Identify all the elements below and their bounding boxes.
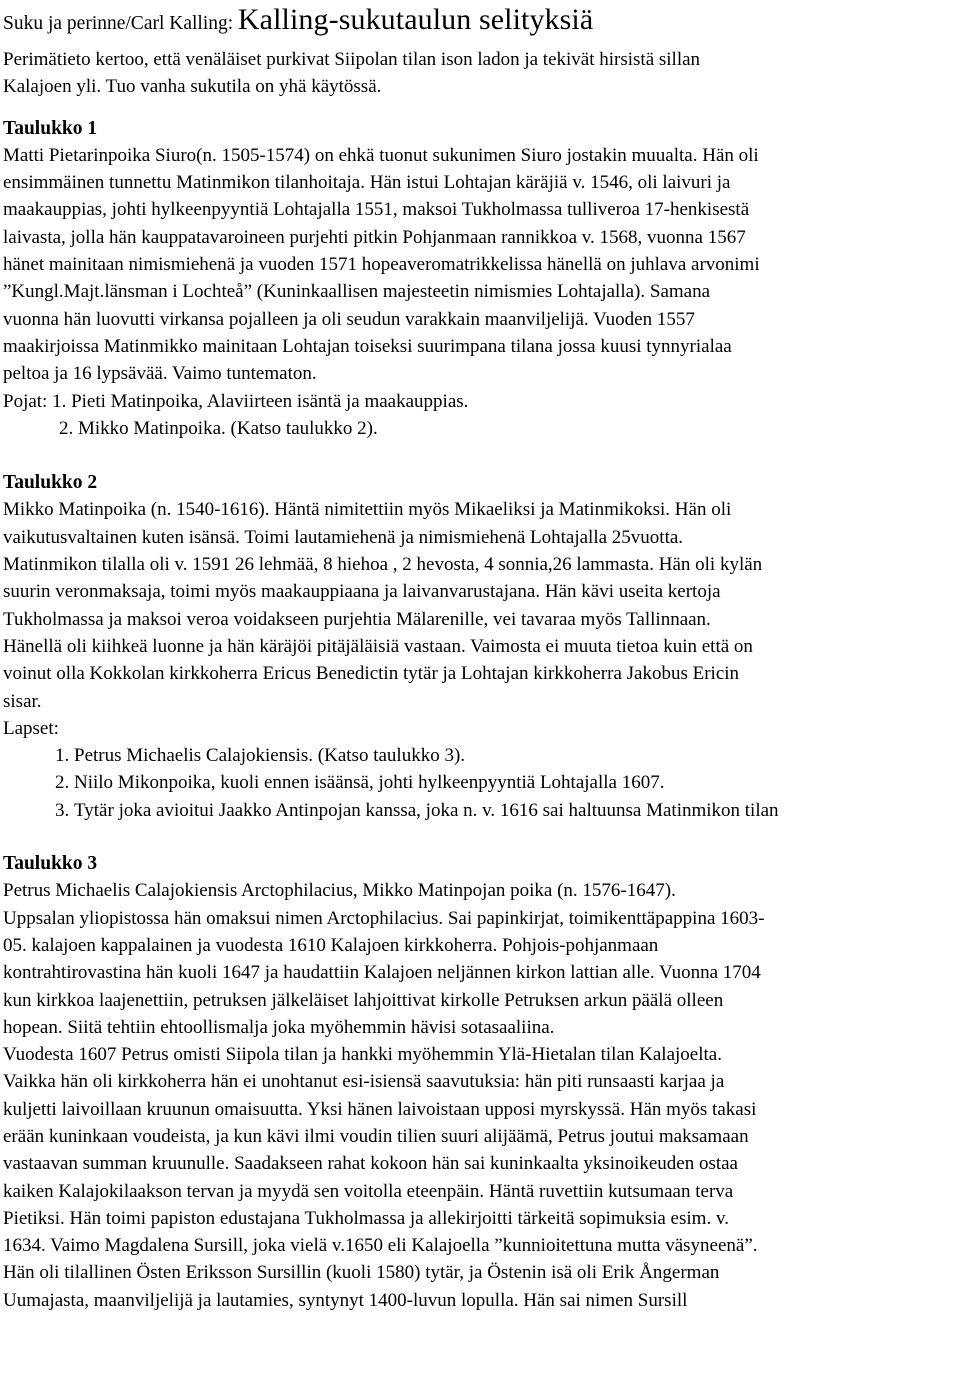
taulukko-1-line: maakirjoissa Matinmikko mainitaan Lohtajan toiseksi suurimpana tilana jossa kuusi tynnyrialaa [3, 335, 732, 357]
taulukko-1-line: vuonna hän luovutti virkansa pojalleen ja oli seudun varakkain maanviljelijä. Vuoden 1557 [3, 308, 695, 330]
children-list [3, 742, 958, 824]
taulukko-3-line: Vaikka hän oli kirkkoherra hän ei unohtanut esi-isiensä saavutuksia: hän piti runsaasti karjaa ja [3, 1071, 725, 1093]
intro-line: Kalajoen yli. Tuo vanha sukutila on yhä käytössä. [3, 76, 382, 98]
page-title [3, 2, 958, 46]
taulukko-2-line: Tukholmassa ja maksoi veroa voidakseen purjehtia Mälarenille, vei tavaraa myös Tallinnaan. [3, 608, 711, 630]
pojat-line-2: 2. Mikko Matinpoika. (Katso taulukko 2). [59, 417, 378, 439]
taulukko-2-line: Hänellä oli kiihkeä luonne ja hän käräjöi pitäjäläisiä vastaan. Vaimosta ei muuta tietoa kuin että on [3, 635, 753, 657]
taulukko-2-line: vaikutusvaltainen kuten isänsä. Toimi lautamiehenä ja nimismiehenä Lohtajalla 25vuotta. [3, 526, 684, 548]
taulukko-1-heading: Taulukko 1 [3, 117, 98, 139]
taulukko-2-line: Mikko Matinpoika (n. 1540-1616). Häntä nimitettiin myös Mikaeliksi ja Matinmikoksi. Hän oli [3, 499, 732, 521]
taulukko-1-line: ”Kungl.Majt.länsman i Lochteå” (Kuninkaallisen majesteetin nimismies Lohtajalla). Samana [3, 281, 711, 303]
taulukko-2-heading: Taulukko 2 [3, 472, 98, 494]
taulukko-3-line: 05. kalajoen kappalainen ja vuodesta 1610 Kalajoen kirkkoherra. Pohjois-pohjanmaan [3, 934, 659, 956]
title-prefix: Suku ja perinne/Carl Kalling: [3, 13, 234, 34]
pojat-line-1: Pojat: 1. Pieti Matinpoika, Alaviirteen isäntä ja maakauppias. [3, 390, 469, 412]
taulukko-2-section [3, 469, 958, 824]
taulukko-3-line: Vuodesta 1607 Petrus omisti Siipola tilan ja hankki myöhemmin Ylä-Hietalan tilan Kalajoelta. [3, 1044, 722, 1066]
intro-paragraph [3, 46, 958, 101]
taulukko-1-section [3, 115, 958, 443]
taulukko-3-line: Uppsalan yliopistossa hän omaksui nimen Arctophilacius. Sai papinkirjat, toimikenttäpappina 1603- [3, 907, 765, 929]
taulukko-3-line: Uumajasta, maanviljelijä ja lautamies, syntynyt 1400-luvun lopulla. Hän sai nimen Sursill [3, 1289, 688, 1311]
taulukko-3-line: hopean. Siitä tehtiin ehtoollismalja joka myöhemmin hävisi sotasaaliina. [3, 1016, 555, 1038]
taulukko-3-heading: Taulukko 3 [3, 853, 98, 875]
title-main: Kalling-sukutaulun selityksiä [237, 3, 594, 36]
taulukko-3-line: Hän oli tilallinen Östen Eriksson Sursillin (kuoli 1580) tytär, ja Östenin isä oli Erik Ångerman [3, 1262, 720, 1284]
taulukko-3-line: kontrahtirovastina hän kuoli 1647 ja haudattiin Kalajoen neljännen kirkon lattian alle. Vuonna 1704 [3, 962, 761, 984]
taulukko-2-line: Matinmikon tilalla oli v. 1591 26 lehmää, 8 hiehoa , 2 hevosta, 4 sonnia,26 lammasta. Hän oli kylän [3, 554, 763, 576]
taulukko-1-line: laivasta, jolla hän kauppatavaroineen purjehti pitkin Pohjanmaan rannikkoa v. 1568, vuonna 1567 [3, 226, 746, 248]
child-item: 3. Tytär joka avioitui Jaakko Antinpojan kanssa, joka n. v. 1616 sai haltuunsa Matinmikon tilan [74, 797, 958, 824]
taulukko-3-line: kaiken Kalajokilaakson tervan ja myydä sen voitolla eteenpäin. Häntä ruvettiin kutsumaan terva [3, 1180, 734, 1202]
taulukko-1-line: hänet mainitaan nimismiehenä ja vuoden 1571 hopeaveromatrikkelissa hänellä on juhlava arvonimi [3, 254, 760, 276]
taulukko-1-line: peltoa ja 16 lypsävää. Vaimo tuntematon. [3, 363, 317, 385]
child-item: 2. Niilo Mikonpoika, kuoli ennen isäänsä, johti hylkeenpyyntiä Lohtajalla 1607. [74, 769, 958, 796]
taulukko-3-line: Petrus Michaelis Calajokiensis Arctophilacius, Mikko Matinpojan poika (n. 1576-1647). [3, 880, 676, 902]
taulukko-3-line: 1634. Vaimo Magdalena Sursill, joka vielä v.1650 eli Kalajoella ”kunnioitettuna mutta väsyneenä”. [3, 1235, 758, 1257]
taulukko-1-line: maakauppias, johti hylkeenpyyntiä Lohtajalla 1551, maksoi Tukholmassa tulliveroa 17-henkisestä [3, 199, 750, 221]
taulukko-3-line: kuljetti laivoillaan kruunun omaisuutta. Yksi hänen laivoistaan upposi myrskyssä. Hän myös takasi [3, 1098, 757, 1120]
document-page [3, 0, 958, 1314]
taulukko-2-line: voinut olla Kokkolan kirkkoherra Ericus Benedictin tytär ja Lohtajan kirkkoherra Jakobus Ericin [3, 663, 740, 685]
taulukko-3-line: vastaavan summan kruunulle. Saadakseen rahat kokoon hän sai kuninkaalta yksinoikeuden ostaa [3, 1153, 738, 1175]
taulukko-1-line: ensimmäinen tunnettu Matinmikon tilanhoitaja. Hän istui Lohtajan käräjiä v. 1546, oli laivuri ja [3, 172, 731, 194]
lapset-label: Lapset: [3, 717, 59, 739]
intro-line: Perimätieto kertoo, että venäläiset purkivat Siipolan tilan ison ladon ja tekivät hirsistä sillan [3, 49, 701, 70]
taulukko-3-line: erään kuninkaan voudeista, ja kun kävi ilmi voudin tilien suuri alijäämä, Petrus joutui maksamaan [3, 1125, 749, 1147]
taulukko-3-section [3, 850, 958, 1314]
child-item: 1. Petrus Michaelis Calajokiensis. (Katso taulukko 3). [74, 742, 958, 769]
taulukko-3-line: Pietiksi. Hän toimi papiston edustajana Tukholmassa ja allekirjoitti tärkeitä sopimuksia esim. v. [3, 1207, 729, 1229]
taulukko-2-line: sisar. [3, 690, 42, 712]
taulukko-3-line: kun kirkkoa laajenettiin, petruksen jälkeläiset lahjoittivat kirkolle Petruksen arkun päälä olleen [3, 989, 724, 1011]
taulukko-1-line: Matti Pietarinpoika Siuro(n. 1505-1574) on ehkä tuonut sukunimen Siuro jostakin muualta. Hän oli [3, 144, 759, 166]
taulukko-2-line: suurin veronmaksaja, toimi myös maakauppiaana ja laivanvarustajana. Hän kävi useita kertoja [3, 581, 721, 603]
